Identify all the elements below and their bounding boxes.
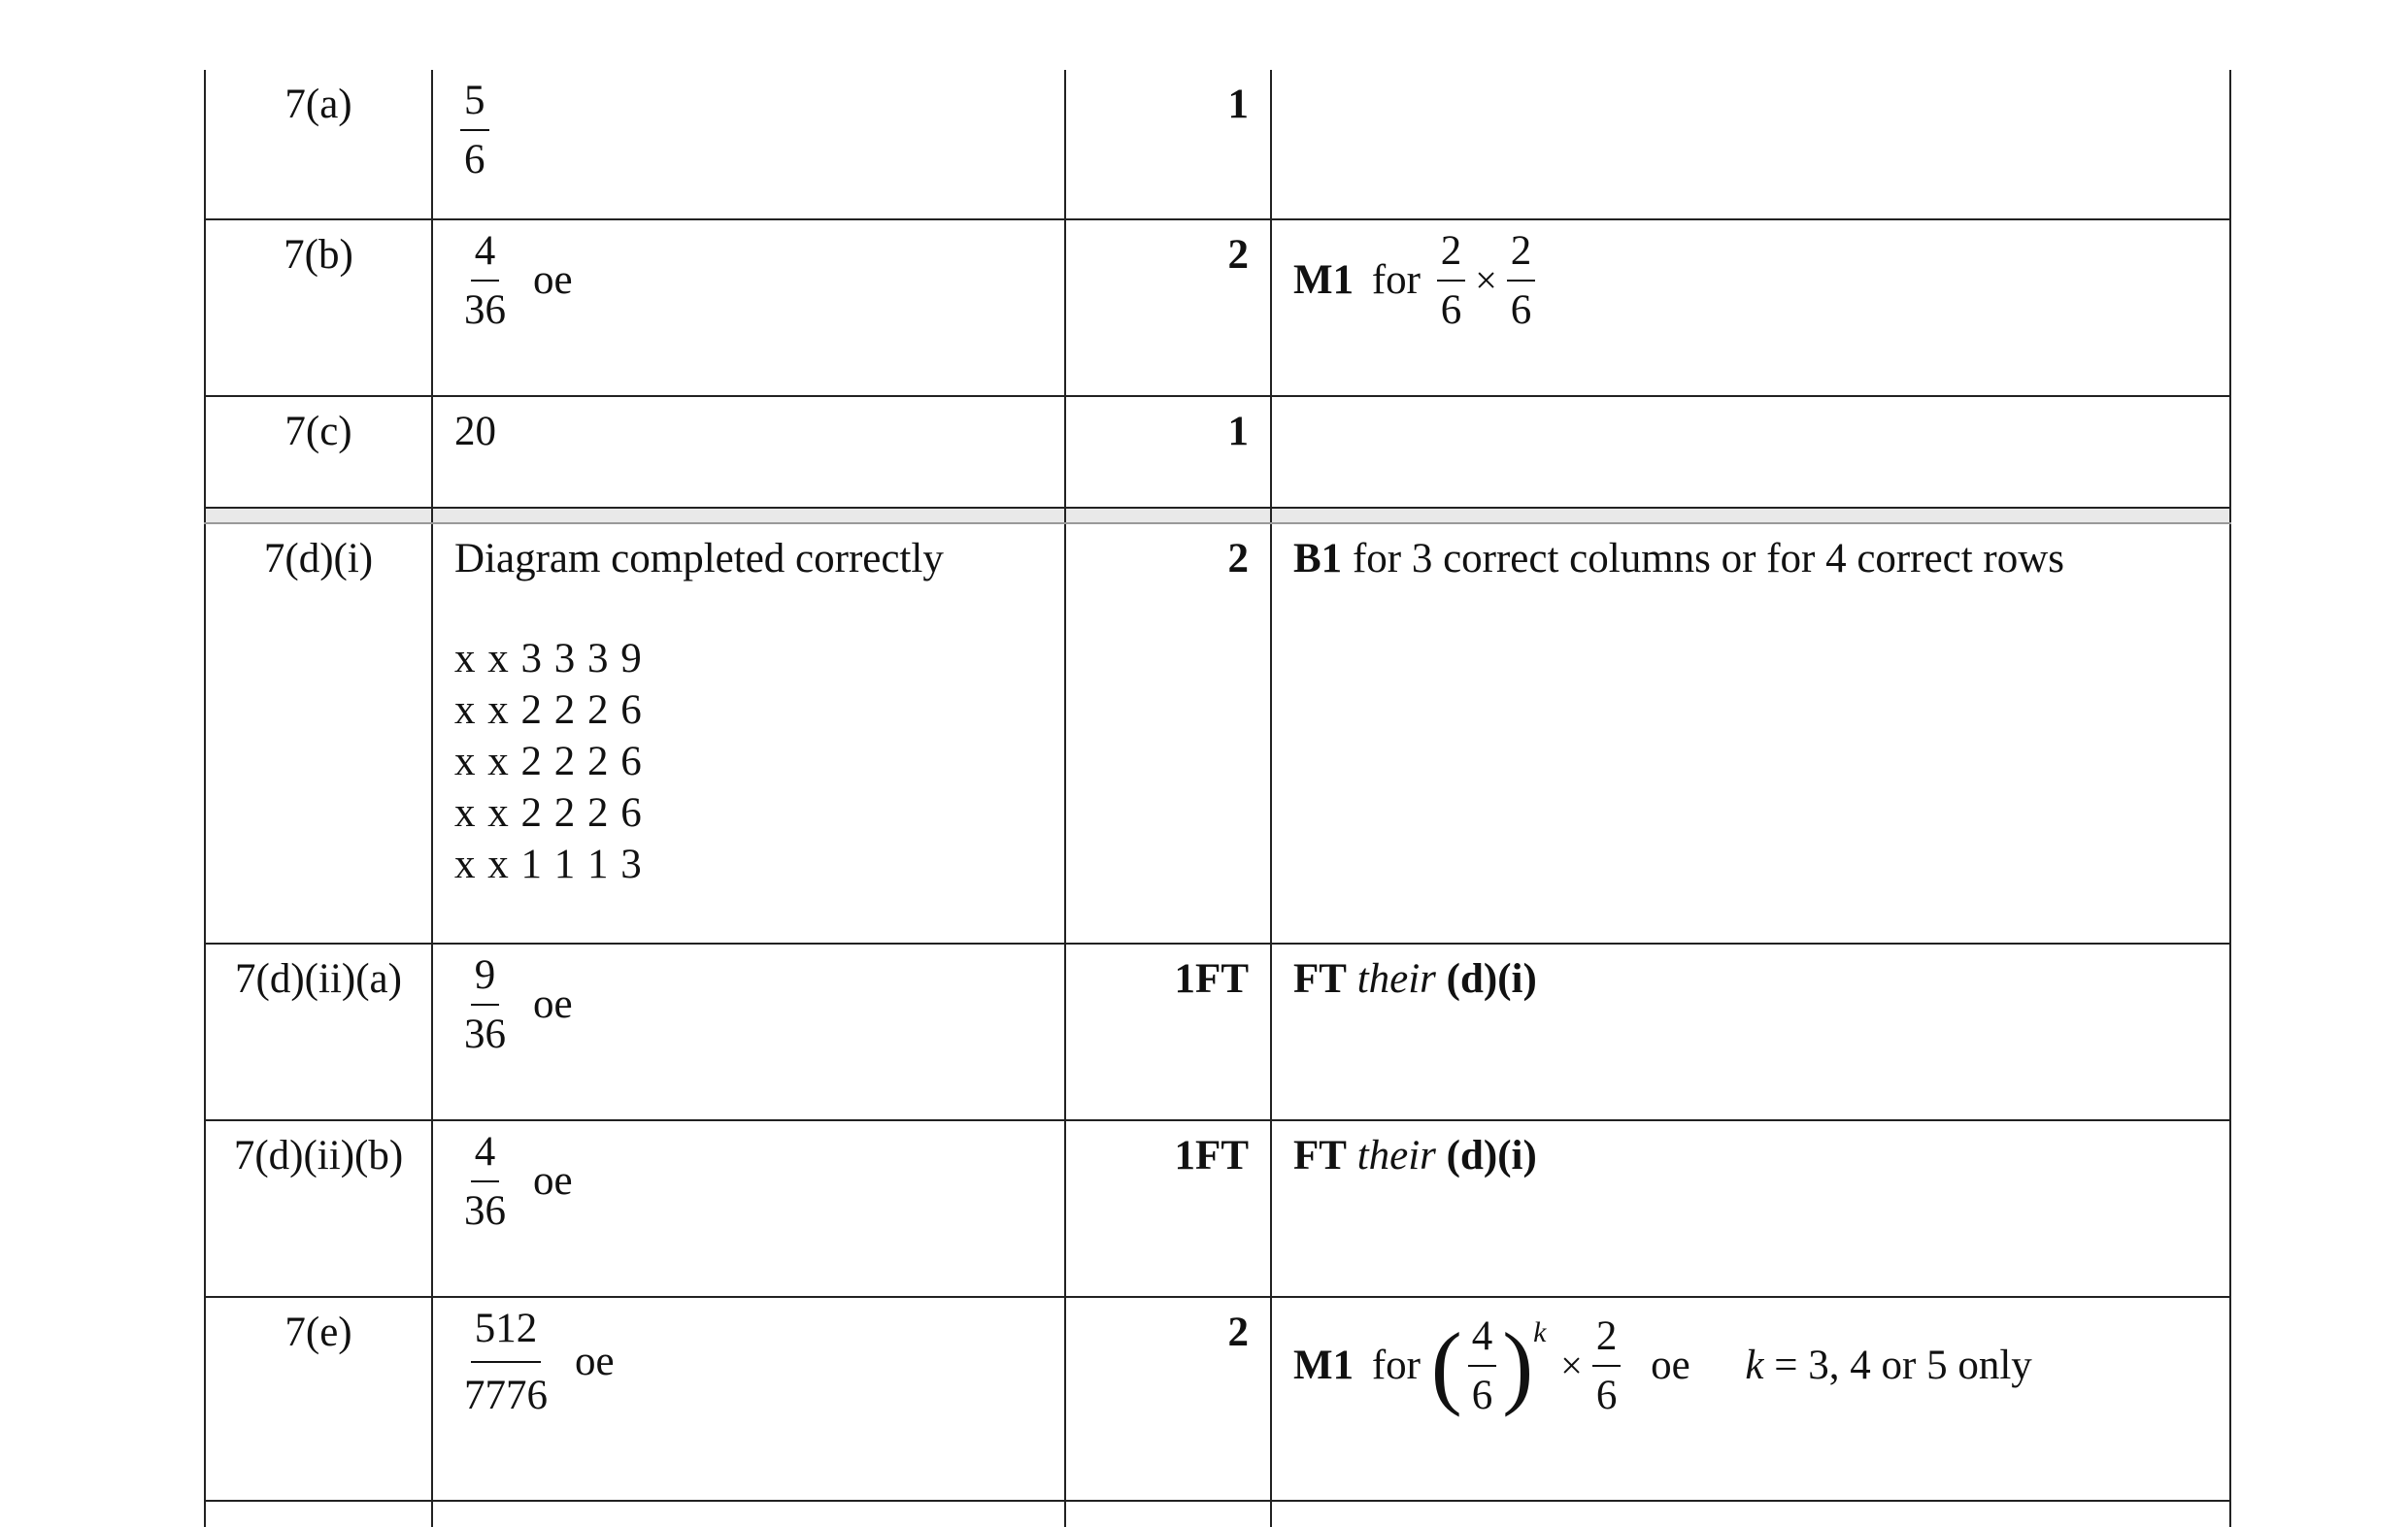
guidance-fraction	[1437, 230, 1466, 331]
marks-cell: 2	[1065, 523, 1271, 944]
answer-fraction	[460, 954, 510, 1055]
section-divider	[205, 508, 2230, 523]
answer-cell	[432, 944, 1065, 1120]
denominator: 36	[464, 1188, 506, 1234]
close-paren: )	[1502, 1313, 1534, 1417]
table-row	[205, 70, 2230, 219]
grid-row: x x 2 2 2 6	[454, 687, 643, 733]
oe-label: oe	[1651, 1343, 1690, 1388]
marks-cell: 1FT	[1065, 1120, 1271, 1297]
guidance-cell	[1271, 396, 2230, 508]
grid-row: x x 3 3 3 9	[454, 636, 643, 681]
answer-cell	[432, 1297, 1065, 1501]
denominator: 6	[1595, 1373, 1618, 1418]
marks-cell: 2	[1065, 1297, 1271, 1501]
k-condition: = 3, 4 or 5 only	[1774, 1343, 2032, 1388]
oe-label: oe	[533, 981, 573, 1027]
table-row	[205, 1120, 2230, 1297]
question-number: 7(d)(i)	[205, 523, 432, 944]
table-row	[205, 944, 2230, 1120]
mark-code: M1	[1293, 257, 1354, 303]
mark-code: FT	[1293, 956, 1347, 1002]
k-variable: k	[1745, 1343, 1764, 1388]
denominator: 7776	[464, 1373, 548, 1418]
guidance-fraction	[1468, 1315, 1497, 1416]
question-number: 7(a)	[205, 70, 432, 219]
oe-label: oe	[533, 1158, 573, 1204]
answer-fraction	[460, 80, 489, 181]
open-paren: (	[1430, 1313, 1462, 1417]
table-row	[205, 219, 2230, 396]
guidance-for: for	[1371, 257, 1421, 303]
denominator: 36	[464, 287, 506, 333]
times-sign: ×	[1560, 1344, 1583, 1387]
denominator: 6	[464, 137, 485, 183]
answer-cell	[432, 70, 1065, 219]
marks-cell: 1FT	[1065, 944, 1271, 1120]
denominator: 36	[464, 1012, 506, 1057]
numerator: 512	[471, 1308, 542, 1363]
grid-row: x x 2 2 2 6	[454, 739, 643, 784]
answer-fraction	[460, 1131, 510, 1232]
mark-scheme	[204, 70, 2229, 1527]
question-number: 7(d)(ii)(a)	[205, 944, 432, 1120]
answer-text: Diagram completed correctly	[454, 536, 944, 581]
guidance-text: for 3 correct columns or for 4 correct rows	[1352, 536, 2065, 581]
table-row	[205, 1297, 2230, 1501]
mark-code: M1	[1293, 1343, 1354, 1388]
guidance-their: their	[1356, 1133, 1436, 1178]
guidance-cell	[1271, 523, 2230, 944]
guidance-cell	[1271, 219, 2230, 396]
answer-cell	[432, 219, 1065, 396]
table-row	[205, 523, 2230, 944]
mark-code: B1	[1293, 536, 1343, 581]
guidance-cell	[1271, 70, 2230, 219]
numerator: 2	[1437, 230, 1466, 282]
question-number: 7(e)	[205, 1297, 432, 1501]
denominator: 6	[1510, 287, 1532, 333]
mark-code: FT	[1293, 1133, 1347, 1178]
answer-cell	[432, 523, 1065, 944]
answer-cell: 20	[432, 396, 1065, 508]
guidance-ref: (d)(i)	[1446, 956, 1537, 1002]
numerator: 4	[471, 230, 500, 282]
denominator: 6	[1471, 1373, 1493, 1418]
guidance-fraction	[1592, 1315, 1622, 1416]
table-row	[205, 396, 2230, 508]
marks-cell: 2	[1065, 219, 1271, 396]
marks-cell: 1	[1065, 396, 1271, 508]
question-number: 7(d)(ii)(b)	[205, 1120, 432, 1297]
oe-label: oe	[575, 1339, 615, 1384]
grid-row: x x 2 2 2 6	[454, 790, 643, 836]
mark-scheme-table	[204, 70, 2231, 1527]
answer-cell	[432, 1120, 1065, 1297]
question-number: 7(b)	[205, 219, 432, 396]
numerator: 2	[1507, 230, 1536, 282]
marks-cell: 1	[1065, 70, 1271, 219]
numerator: 4	[1468, 1315, 1497, 1367]
numerator: 5	[460, 80, 489, 131]
numerator: 2	[1592, 1315, 1622, 1367]
guidance-fraction	[1507, 230, 1536, 331]
guidance-cell	[1271, 944, 2230, 1120]
guidance-cell	[1271, 1120, 2230, 1297]
guidance-for: for	[1371, 1343, 1421, 1388]
times-sign: ×	[1475, 258, 1497, 302]
numerator: 9	[471, 954, 500, 1006]
question-number: 7(c)	[205, 396, 432, 508]
grid-row: x x 1 1 1 3	[454, 842, 643, 887]
guidance-cell	[1271, 1297, 2230, 1501]
guidance-ref: (d)(i)	[1446, 1133, 1537, 1178]
denominator: 6	[1440, 287, 1462, 333]
diagram-grid	[454, 633, 1064, 890]
guidance-their: their	[1356, 956, 1436, 1002]
answer-fraction	[460, 1308, 552, 1416]
numerator: 4	[471, 1131, 500, 1182]
oe-label: oe	[533, 257, 573, 303]
exponent: k	[1533, 1316, 1547, 1348]
answer-fraction	[460, 230, 510, 331]
table-row	[205, 1501, 2230, 1527]
